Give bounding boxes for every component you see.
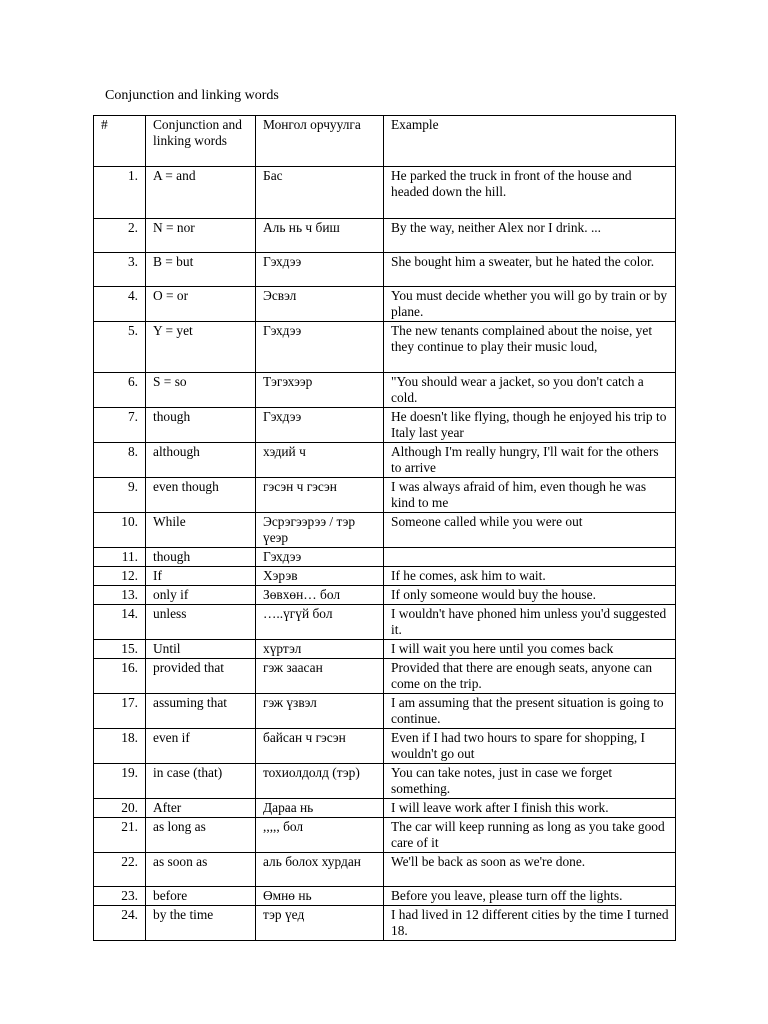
row-mongolian: Дараа нь	[256, 799, 384, 818]
row-number: 18.	[94, 729, 146, 764]
row-number: 7.	[94, 408, 146, 443]
row-conjunction: by the time	[146, 906, 256, 941]
row-number: 22.	[94, 853, 146, 887]
row-conjunction: though	[146, 408, 256, 443]
row-number: 20.	[94, 799, 146, 818]
row-number: 6.	[94, 373, 146, 408]
row-conjunction: as long as	[146, 818, 256, 853]
row-conjunction: as soon as	[146, 853, 256, 887]
table-row	[94, 586, 676, 605]
row-number: 10.	[94, 513, 146, 548]
table-header-row	[94, 116, 676, 167]
table-row	[94, 818, 676, 853]
table-row	[94, 167, 676, 219]
row-mongolian: Өмнө нь	[256, 887, 384, 906]
row-mongolian: Бас	[256, 167, 384, 219]
row-example: "You should wear a jacket, so you don't catch a cold.	[384, 373, 676, 408]
table-row	[94, 322, 676, 373]
row-number: 8.	[94, 443, 146, 478]
conjunctions-table	[93, 115, 676, 941]
row-number: 15.	[94, 640, 146, 659]
row-number: 12.	[94, 567, 146, 586]
table-row	[94, 799, 676, 818]
row-number: 13.	[94, 586, 146, 605]
row-conjunction: provided that	[146, 659, 256, 694]
row-mongolian: хүртэл	[256, 640, 384, 659]
row-number: 5.	[94, 322, 146, 373]
row-conjunction: even if	[146, 729, 256, 764]
row-mongolian: гэсэн ч гэсэн	[256, 478, 384, 513]
row-conjunction: While	[146, 513, 256, 548]
row-number: 2.	[94, 219, 146, 253]
row-conjunction: A = and	[146, 167, 256, 219]
row-example: He doesn't like flying, though he enjoyed his trip to Italy last year	[384, 408, 676, 443]
row-mongolian: Тэгэхээр	[256, 373, 384, 408]
row-number: 11.	[94, 548, 146, 567]
table-row	[94, 887, 676, 906]
row-example: I had lived in 12 different cities by the time I turned 18.	[384, 906, 676, 941]
table-row	[94, 287, 676, 322]
row-conjunction: If	[146, 567, 256, 586]
table-row	[94, 513, 676, 548]
table-row	[94, 605, 676, 640]
table-row	[94, 253, 676, 287]
row-example: Before you leave, please turn off the lights.	[384, 887, 676, 906]
row-example: Although I'm really hungry, I'll wait for the others to arrive	[384, 443, 676, 478]
row-number: 4.	[94, 287, 146, 322]
row-mongolian: тохиолдолд (тэр)	[256, 764, 384, 799]
row-conjunction: though	[146, 548, 256, 567]
row-number: 23.	[94, 887, 146, 906]
row-example: The new tenants complained about the noise, yet they continue to play their music loud,	[384, 322, 676, 373]
row-example: If he comes, ask him to wait.	[384, 567, 676, 586]
row-conjunction: assuming that	[146, 694, 256, 729]
row-conjunction: B = but	[146, 253, 256, 287]
row-number: 14.	[94, 605, 146, 640]
row-example: Even if I had two hours to spare for shopping, I wouldn't go out	[384, 729, 676, 764]
table-row	[94, 729, 676, 764]
row-mongolian: Гэхдээ	[256, 548, 384, 567]
row-conjunction: N = nor	[146, 219, 256, 253]
row-conjunction: only if	[146, 586, 256, 605]
row-example: I will wait you here until you comes back	[384, 640, 676, 659]
row-number: 3.	[94, 253, 146, 287]
row-example: She bought him a sweater, but he hated the color.	[384, 253, 676, 287]
document-title: Conjunction and linking words	[105, 88, 279, 103]
row-example: I wouldn't have phoned him unless you'd suggested it.	[384, 605, 676, 640]
row-example: I am assuming that the present situation is going to continue.	[384, 694, 676, 729]
row-example: I was always afraid of him, even though he was kind to me	[384, 478, 676, 513]
table-row	[94, 567, 676, 586]
row-number: 24.	[94, 906, 146, 941]
row-number: 21.	[94, 818, 146, 853]
table-row	[94, 219, 676, 253]
row-example: You can take notes, just in case we forget something.	[384, 764, 676, 799]
row-mongolian: Аль нь ч биш	[256, 219, 384, 253]
row-conjunction: Until	[146, 640, 256, 659]
table-row	[94, 373, 676, 408]
row-mongolian: аль болох хурдан	[256, 853, 384, 887]
row-mongolian: Эсрэгээрээ / тэр үеэр	[256, 513, 384, 548]
row-conjunction: After	[146, 799, 256, 818]
row-mongolian: Гэхдээ	[256, 322, 384, 373]
row-example: Provided that there are enough seats, anyone can come on the trip.	[384, 659, 676, 694]
header-example: Example	[384, 116, 676, 167]
row-conjunction: O = or	[146, 287, 256, 322]
header-number: #	[94, 116, 146, 167]
row-mongolian: Хэрэв	[256, 567, 384, 586]
row-mongolian: гэж заасан	[256, 659, 384, 694]
table-row	[94, 764, 676, 799]
row-number: 16.	[94, 659, 146, 694]
table-row	[94, 659, 676, 694]
row-mongolian: …..үгүй бол	[256, 605, 384, 640]
table-row	[94, 443, 676, 478]
row-example: I will leave work after I finish this work.	[384, 799, 676, 818]
row-conjunction: in case (that)	[146, 764, 256, 799]
row-number: 17.	[94, 694, 146, 729]
row-mongolian: хэдий ч	[256, 443, 384, 478]
row-example	[384, 548, 676, 567]
row-conjunction: although	[146, 443, 256, 478]
table-row	[94, 694, 676, 729]
row-mongolian: Гэхдээ	[256, 408, 384, 443]
row-number: 9.	[94, 478, 146, 513]
table-row	[94, 548, 676, 567]
row-mongolian: тэр үед	[256, 906, 384, 941]
row-number: 1.	[94, 167, 146, 219]
row-mongolian: гэж үзвэл	[256, 694, 384, 729]
row-conjunction: even though	[146, 478, 256, 513]
table-row	[94, 408, 676, 443]
row-conjunction: Y = yet	[146, 322, 256, 373]
row-example: You must decide whether you will go by train or by plane.	[384, 287, 676, 322]
row-mongolian: байсан ч гэсэн	[256, 729, 384, 764]
row-conjunction: S = so	[146, 373, 256, 408]
row-example: We'll be back as soon as we're done.	[384, 853, 676, 887]
row-example: He parked the truck in front of the house and headed down the hill.	[384, 167, 676, 219]
table-row	[94, 906, 676, 941]
table-row	[94, 640, 676, 659]
row-mongolian: Эсвэл	[256, 287, 384, 322]
row-number: 19.	[94, 764, 146, 799]
row-mongolian: ,,,,, бол	[256, 818, 384, 853]
row-example: If only someone would buy the house.	[384, 586, 676, 605]
row-conjunction: before	[146, 887, 256, 906]
row-mongolian: Зөвхөн… бол	[256, 586, 384, 605]
row-mongolian: Гэхдээ	[256, 253, 384, 287]
table-row	[94, 853, 676, 887]
table-row	[94, 478, 676, 513]
row-conjunction: unless	[146, 605, 256, 640]
row-example: The car will keep running as long as you take good care of it	[384, 818, 676, 853]
header-conjunction: Conjunction and linking words	[146, 116, 256, 167]
header-mongolian: Монгол орчуулга	[256, 116, 384, 167]
row-example: By the way, neither Alex nor I drink. ...	[384, 219, 676, 253]
row-example: Someone called while you were out	[384, 513, 676, 548]
